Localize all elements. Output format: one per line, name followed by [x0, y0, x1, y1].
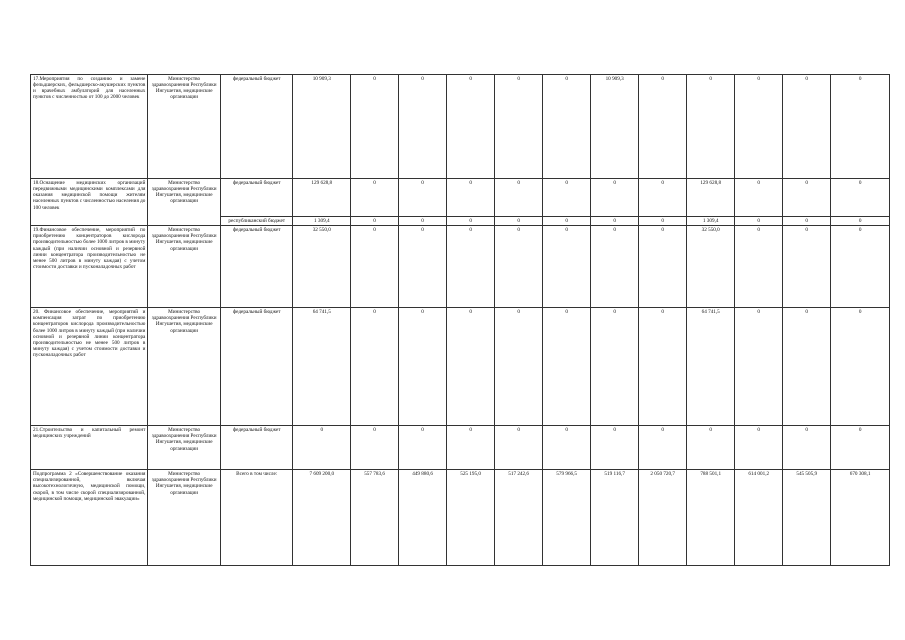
amount-cell: 0	[543, 179, 591, 217]
amount-cell: 64 741,5	[293, 308, 351, 426]
amount-cell: 0	[735, 426, 783, 470]
responsible-cell: Министерство здравоохранения Республики Ингушетия, медицинские организации	[148, 426, 221, 470]
amount-cell: 0	[639, 308, 687, 426]
amount-cell: 0	[735, 179, 783, 217]
amount-cell: 0	[831, 308, 890, 426]
event-name-cell: 20. Финансовое обеспечение, мероприятий и компенсация затрат по приобретению концентраторов кислорода производительностью более 1000 литров в минуту каждый (при наличии основной и резервной линии концентратора производительностью не менее 500 литров в минуту каждая) с учетом стоимости доставки и пусконаладочных работ	[31, 308, 148, 426]
table-row	[31, 308, 890, 426]
amount-cell: 0	[351, 217, 399, 226]
funding-source-cell: федеральный бюджет	[220, 308, 293, 426]
amount-cell: 0	[351, 226, 399, 308]
amount-cell: 0	[399, 308, 447, 426]
amount-cell: 0	[831, 217, 890, 226]
responsible-cell: Министерство здравоохранения Республики Ингушетия, медицинские организации	[148, 308, 221, 426]
amount-cell: 0	[351, 308, 399, 426]
amount-cell: 0	[495, 217, 543, 226]
amount-cell: 670 308,1	[831, 470, 890, 566]
amount-cell: 0	[639, 75, 687, 179]
table-row	[31, 426, 890, 470]
amount-cell: 129 628,8	[687, 179, 735, 217]
table-body	[31, 75, 890, 566]
amount-cell: 0	[831, 426, 890, 470]
amount-cell: 64 741,5	[687, 308, 735, 426]
amount-cell: 579 966,5	[543, 470, 591, 566]
amount-cell: 449 880,6	[399, 470, 447, 566]
amount-cell: 32 550,0	[293, 226, 351, 308]
responsible-cell: Министерство здравоохранения Республики Ингушетия, медицинские организации	[148, 75, 221, 179]
amount-cell: 545 505,9	[783, 470, 831, 566]
amount-cell: 0	[351, 179, 399, 217]
amount-cell: 0	[351, 75, 399, 179]
amount-cell: 0	[783, 426, 831, 470]
amount-cell: 0	[543, 308, 591, 426]
amount-cell: 0	[293, 426, 351, 470]
amount-cell: 0	[495, 179, 543, 217]
responsible-cell: Министерство здравоохранения Республики Ингушетия, медицинские организации	[148, 470, 221, 566]
amount-cell: 0	[447, 308, 495, 426]
responsible-cell: Министерство здравоохранения Республики Ингушетия, медицинские организации	[148, 226, 221, 308]
funding-source-cell: федеральный бюджет	[220, 179, 293, 217]
amount-cell: 0	[351, 426, 399, 470]
amount-cell: 0	[735, 217, 783, 226]
amount-cell: 0	[447, 226, 495, 308]
amount-cell: 0	[543, 217, 591, 226]
amount-cell: 788 501,1	[687, 470, 735, 566]
amount-cell: 0	[447, 75, 495, 179]
amount-cell: 0	[735, 226, 783, 308]
amount-cell: 0	[495, 226, 543, 308]
funding-source-cell: республиканский бюджет	[220, 217, 293, 226]
amount-cell: 0	[783, 308, 831, 426]
amount-cell: 525 195,0	[447, 470, 495, 566]
funding-source-cell: федеральный бюджет	[220, 226, 293, 308]
amount-cell: 0	[831, 75, 890, 179]
amount-cell: 0	[735, 75, 783, 179]
amount-cell: 0	[783, 75, 831, 179]
table-row	[31, 226, 890, 308]
amount-cell: 0	[543, 75, 591, 179]
amount-cell: 129 628,8	[293, 179, 351, 217]
amount-cell: 0	[495, 75, 543, 179]
amount-cell: 0	[591, 308, 639, 426]
funding-source-cell: федеральный бюджет	[220, 426, 293, 470]
amount-cell: 0	[495, 308, 543, 426]
amount-cell: 0	[639, 426, 687, 470]
amount-cell: 0	[447, 426, 495, 470]
amount-cell: 0	[543, 226, 591, 308]
event-name-cell: Подпрограмма 2 «Совершенствование оказания специализированной, включая высокотехнологичную, медицинской помощи, скорой, в том числе скорой специализированной, медицинской помощи, медицинской эвакуации»	[31, 470, 148, 566]
event-name-cell: 21.Строительство и капитальный ремонт медицинских учреждений	[31, 426, 148, 470]
amount-cell: 0	[591, 226, 639, 308]
event-name-cell: 19.Финансовое обеспечение, мероприятий по приобретению концентраторов кислорода производительностью более 1000 литров в минуту каждый (при наличии основной и резервной линии концентратора производительностью не менее 500 литров в минуту каждая) с учетом стоимости доставки и пусконаладочных работ	[31, 226, 148, 308]
amount-cell: 0	[783, 179, 831, 217]
amount-cell: 10 909,3	[293, 75, 351, 179]
amount-cell: 0	[831, 179, 890, 217]
amount-cell: 0	[687, 426, 735, 470]
amount-cell: 557 783,6	[351, 470, 399, 566]
event-name-cell: 17.Мероприятия по созданию и замене фельдшерских, фельдшерско-акушерских пунктов и врачебных амбулаторий для населенных пунктов с численностью от 100 до 2000 человек	[31, 75, 148, 179]
amount-cell: 0	[591, 217, 639, 226]
amount-cell: 0	[399, 217, 447, 226]
amount-cell: 10 909,3	[591, 75, 639, 179]
amount-cell: 0	[399, 426, 447, 470]
amount-cell: 517 242,6	[495, 470, 543, 566]
amount-cell: 0	[447, 217, 495, 226]
responsible-cell: Министерство здравоохранения Республики Ингушетия, медицинские организации	[148, 179, 221, 226]
amount-cell: 0	[447, 179, 495, 217]
amount-cell: 0	[735, 308, 783, 426]
amount-cell: 0	[399, 179, 447, 217]
amount-cell: 0	[639, 179, 687, 217]
amount-cell: 2 050 720,7	[639, 470, 687, 566]
amount-cell: 32 550,0	[687, 226, 735, 308]
amount-cell: 0	[639, 226, 687, 308]
amount-cell: 614 001,2	[735, 470, 783, 566]
amount-cell: 0	[591, 179, 639, 217]
budget-table	[30, 74, 890, 566]
amount-cell: 0	[783, 226, 831, 308]
amount-cell: 0	[783, 217, 831, 226]
amount-cell: 0	[639, 217, 687, 226]
event-name-cell: 18.Оснащение медицинских организаций передвижными медицинскими комплексами для оказания медицинской помощи жителям населенных пунктов с численностью населения до 100 человек	[31, 179, 148, 226]
amount-cell: 0	[591, 426, 639, 470]
amount-cell: 7 609 200,0	[293, 470, 351, 566]
amount-cell: 0	[543, 426, 591, 470]
amount-cell: 1 309,4	[293, 217, 351, 226]
amount-cell: 519 116,7	[591, 470, 639, 566]
amount-cell: 0	[687, 75, 735, 179]
amount-cell: 0	[495, 426, 543, 470]
amount-cell: 1 309,4	[687, 217, 735, 226]
table-row	[31, 470, 890, 566]
amount-cell: 0	[399, 226, 447, 308]
amount-cell: 0	[831, 226, 890, 308]
table-row	[31, 75, 890, 179]
amount-cell: 0	[399, 75, 447, 179]
table-row	[31, 179, 890, 217]
funding-source-cell: Всего в том числе:	[220, 470, 293, 566]
funding-source-cell: федеральный бюджет	[220, 75, 293, 179]
